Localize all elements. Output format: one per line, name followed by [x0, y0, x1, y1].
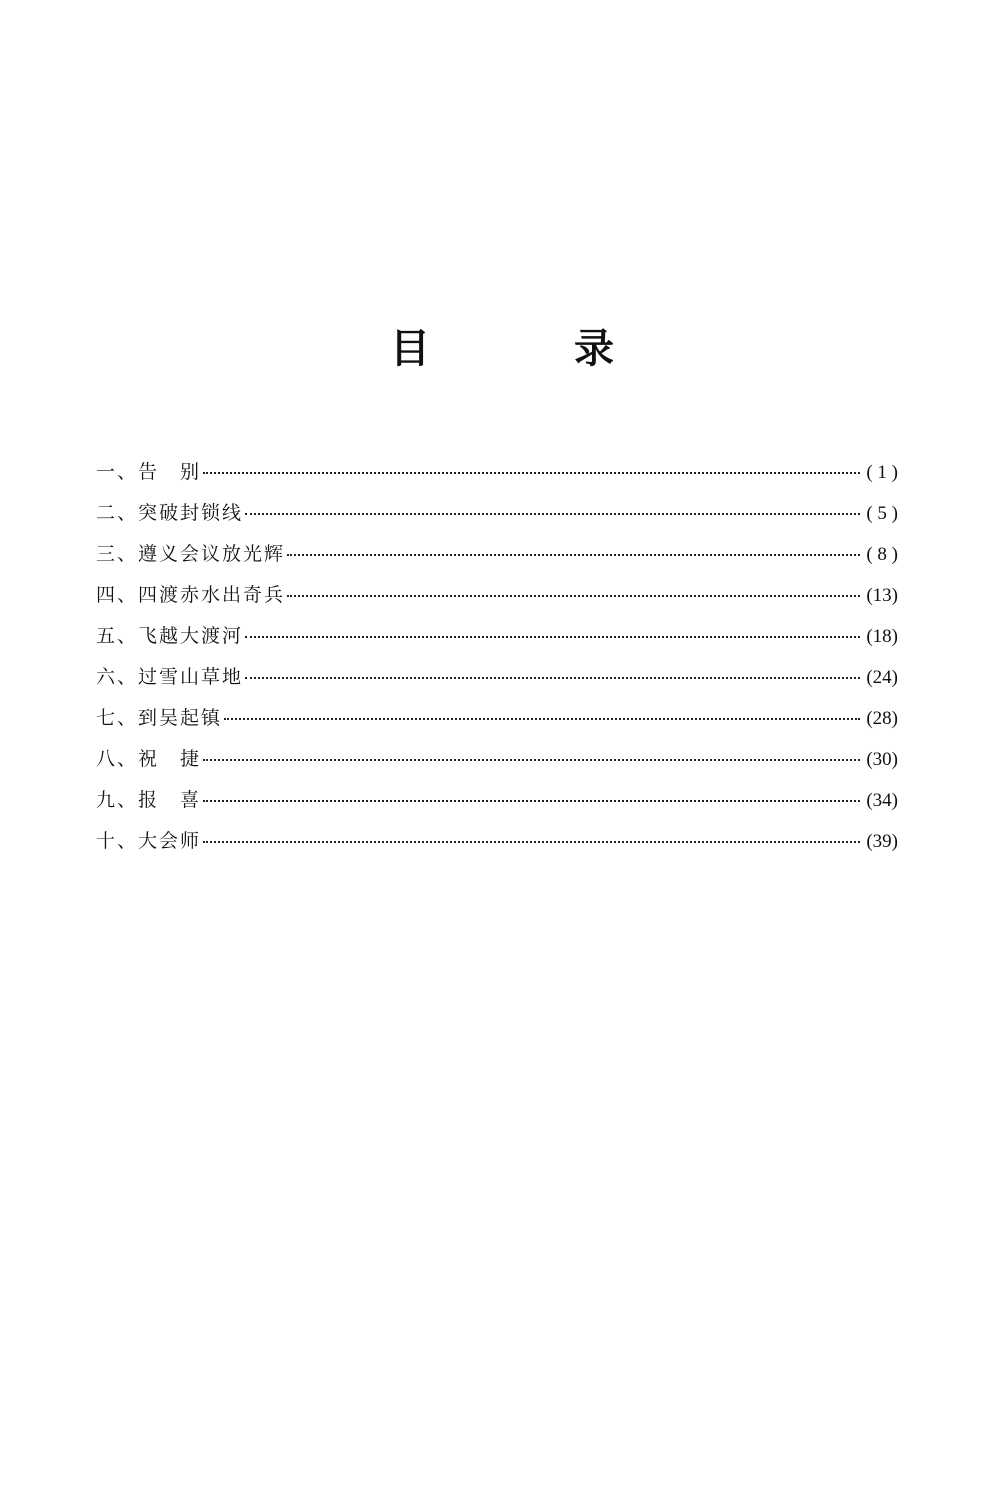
toc-leader-dots — [245, 493, 860, 515]
toc-entry[interactable] — [96, 536, 898, 577]
toc-entry-page: (39) — [866, 831, 898, 852]
toc-leader-dots — [224, 698, 860, 720]
toc-entry[interactable] — [96, 700, 898, 741]
toc-entry-title: 八、祝 捷 — [96, 748, 202, 770]
toc-entry[interactable] — [96, 454, 898, 495]
toc-entry-title: 十、大会师 — [96, 830, 202, 852]
toc-entry-page: (18) — [866, 626, 898, 647]
toc-entry[interactable] — [96, 741, 898, 782]
toc-entry[interactable] — [96, 577, 898, 618]
toc-leader-dots — [245, 657, 860, 679]
toc-entry-title: 四、四渡赤水出奇兵 — [96, 584, 286, 606]
toc-entry-page: (13) — [866, 585, 898, 606]
toc-entry-page: ( 1 ) — [866, 462, 898, 483]
toc-entry-page: ( 8 ) — [866, 544, 898, 565]
toc-entry-title: 七、到吴起镇 — [96, 707, 223, 729]
toc-entry-title: 五、飞越大渡河 — [96, 625, 244, 647]
toc-entry[interactable] — [96, 618, 898, 659]
toc-entry-title: 九、报 喜 — [96, 789, 202, 811]
toc-entry-page: (34) — [866, 790, 898, 811]
toc-entry-title: 二、突破封锁线 — [96, 502, 244, 524]
title-char-1: 目 — [390, 326, 430, 372]
toc-entry-title: 一、告 别 — [96, 461, 202, 483]
page-title — [0, 322, 990, 376]
toc-leader-dots — [203, 452, 860, 474]
toc-leader-dots — [245, 616, 860, 638]
toc-leader-dots — [287, 534, 860, 556]
toc-entry[interactable] — [96, 823, 898, 864]
toc-entry[interactable] — [96, 495, 898, 536]
toc-leader-dots — [203, 739, 860, 761]
toc-entry-title: 三、遵义会议放光辉 — [96, 543, 286, 565]
toc-entry[interactable] — [96, 782, 898, 823]
toc-entry-page: (24) — [866, 667, 898, 688]
toc-entry-page: ( 5 ) — [866, 503, 898, 524]
toc-entry[interactable] — [96, 659, 898, 700]
title-char-2: 录 — [574, 326, 614, 372]
table-of-contents — [96, 454, 898, 864]
toc-entry-page: (28) — [866, 708, 898, 729]
toc-entry-page: (30) — [866, 749, 898, 770]
toc-leader-dots — [203, 821, 860, 843]
toc-leader-dots — [287, 575, 860, 597]
toc-leader-dots — [203, 780, 860, 802]
toc-entry-title: 六、过雪山草地 — [96, 666, 244, 688]
